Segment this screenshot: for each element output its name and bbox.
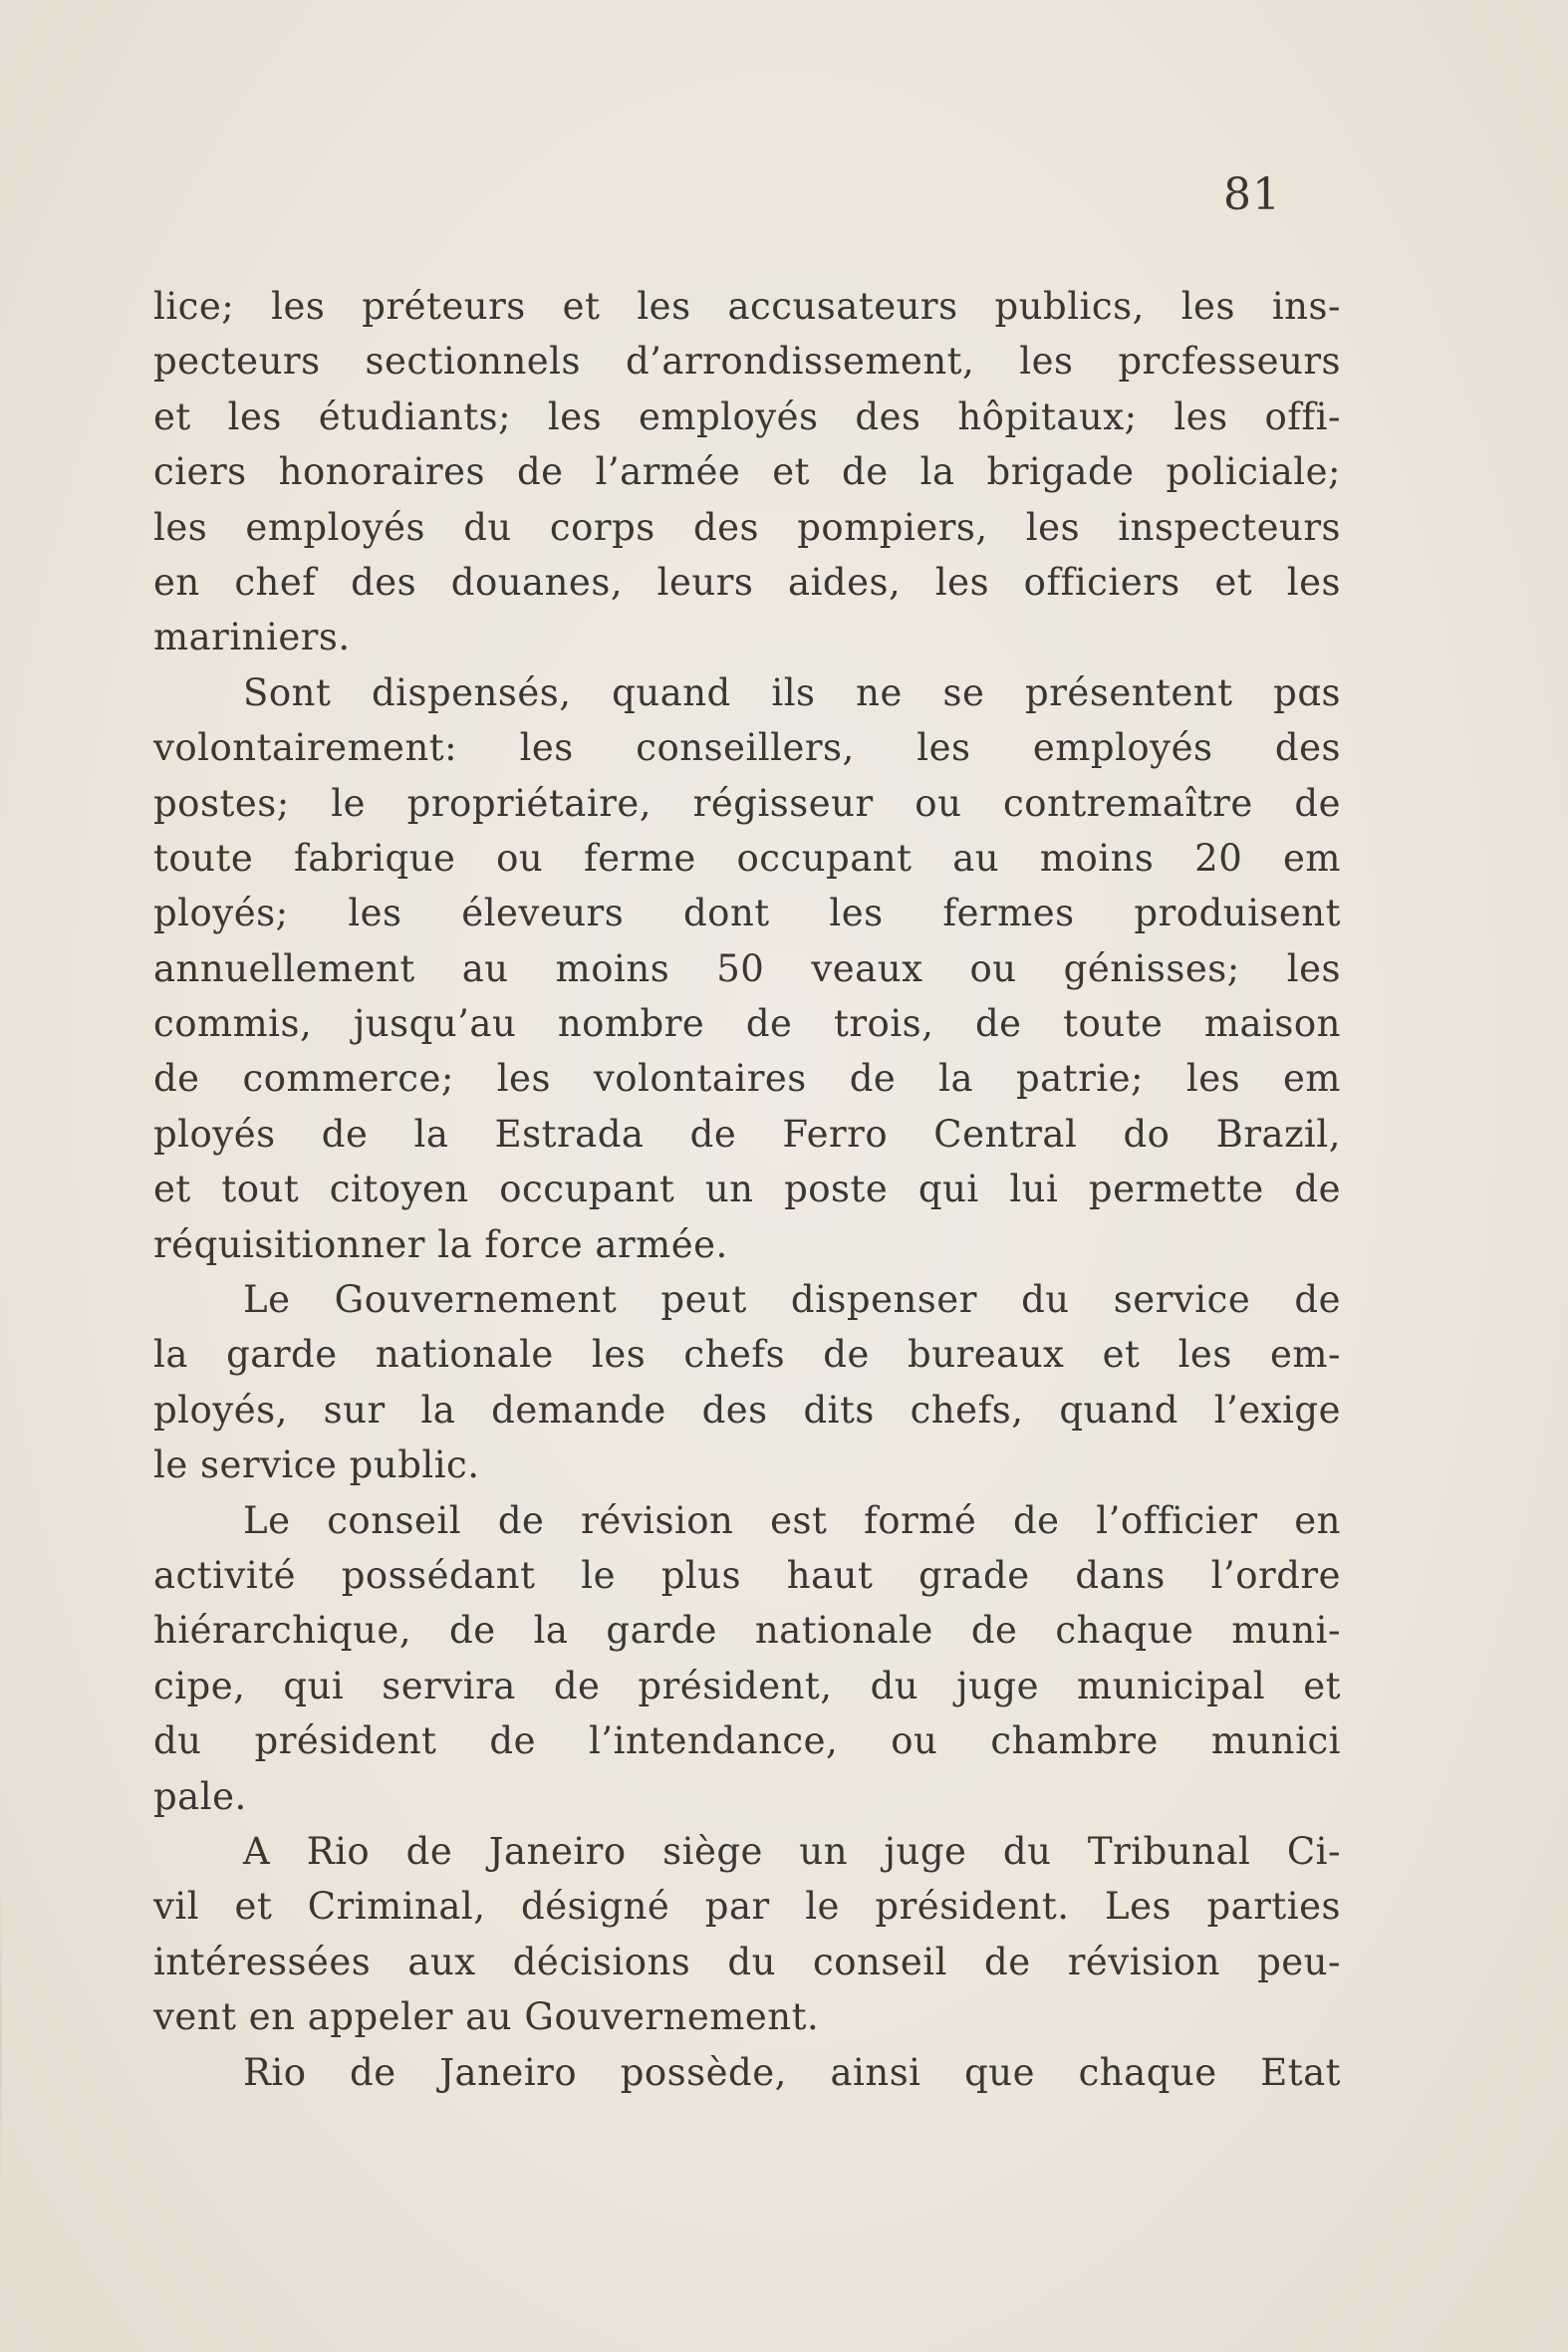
text-line: intéressées aux décisions du conseil de révision peu- — [153, 1940, 1341, 1983]
text-line: la garde nationale les chefs de bureaux et les em- — [153, 1333, 1341, 1377]
page-number: 81 — [1223, 169, 1281, 220]
text-line: ciers honoraires de l’armée et de la brigade policiale; — [153, 450, 1341, 494]
text-line: annuellement au moins 50 veaux ou génisses; les — [153, 946, 1341, 990]
text-line: les employés du corps des pompiers, les inspecteurs — [153, 505, 1341, 549]
body-text — [153, 279, 1341, 2100]
text-line: pecteurs sectionnels d’arrondissement, les prcfesseurs — [153, 340, 1341, 384]
text-line: activité possédant le plus haut grade dans l’ordre — [153, 1553, 1341, 1597]
text-line: vent en appeler au Gouvernement. — [153, 1995, 820, 2039]
text-line: mariniers. — [153, 616, 351, 659]
text-line: commis, jusqu’au nombre de trois, de toute maison — [153, 1002, 1341, 1046]
text-line: cipe, qui servira de président, du juge municipal et — [153, 1664, 1341, 1707]
text-line: de commerce; les volontaires de la patrie; les em — [153, 1057, 1341, 1101]
paragraph-start-line: Rio de Janeiro possède, ainsi que chaque Etat — [243, 2050, 1341, 2094]
text-line: lice; les préteurs et les accusateurs publics, les ins- — [153, 285, 1341, 328]
text-line: postes; le propriétaire, régisseur ou contremaître de — [153, 781, 1341, 825]
text-line: pale. — [153, 1774, 247, 1818]
text-line: en chef des douanes, leurs aides, les officiers et les — [153, 560, 1341, 604]
text-line: ployés, sur la demande des dits chefs, quand l’exige — [153, 1388, 1341, 1432]
text-line: réquisitionner la force armée. — [153, 1222, 728, 1266]
text-line: vil et Criminal, désigné par le président. Les parties — [153, 1885, 1341, 1929]
text-line: du président de l’intendance, ou chambre munici — [153, 1719, 1341, 1763]
paragraph-start-line: Sont dispensés, quand ils ne se présentent pɑs — [243, 670, 1341, 714]
paragraph-start-line: Le Gouvernement peut dispenser du service de — [243, 1278, 1341, 1322]
text-line: ployés de la Estrada de Ferro Central do Brazil, — [153, 1112, 1341, 1156]
paragraph-start-line: Le conseil de révision est formé de l’officier en — [243, 1498, 1341, 1542]
text-line: et tout citoyen occupant un poste qui lui permette de — [153, 1168, 1341, 1211]
paragraph-start-line: A Rio de Janeiro siège un juge du Tribunal Ci- — [243, 1829, 1341, 1873]
page-edge-shadow — [0, 1893, 2, 2192]
text-line: hiérarchique, de la garde nationale de chaque muni- — [153, 1609, 1341, 1653]
text-line: le service public. — [153, 1443, 480, 1487]
text-line: ployés; les éleveurs dont les fermes produisent — [153, 892, 1341, 935]
text-line: et les étudiants; les employés des hôpitaux; les offi- — [153, 394, 1341, 438]
text-line: toute fabrique ou ferme occupant au moins 20 em — [153, 836, 1341, 880]
text-line: volontairement: les conseillers, les employés des — [153, 726, 1341, 770]
